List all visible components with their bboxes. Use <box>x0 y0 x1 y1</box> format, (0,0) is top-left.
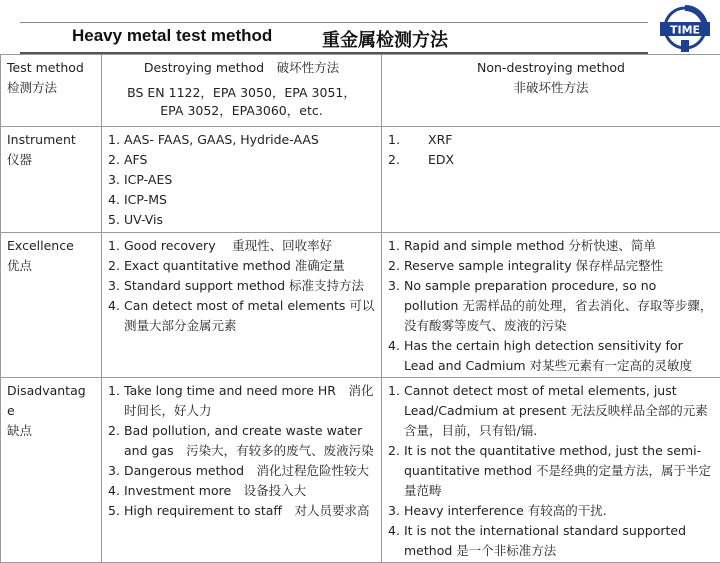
page-title-zh: 重金属检测方法 <box>322 26 448 52</box>
page-title-en: Heavy metal test method <box>72 26 272 46</box>
nondestroying-method-title-zh: 非破坏性方法 <box>388 78 714 98</box>
destroying-instrument-cell <box>102 127 382 233</box>
row-label-cell <box>1 378 102 563</box>
list-item: 4. ICP-MS <box>108 190 375 210</box>
row-label-zh: 仪器 <box>7 150 95 170</box>
list-item: 4. It is not the international standard supported method 是一个非标准方法 <box>388 521 714 561</box>
time-logo <box>654 5 716 55</box>
list-item: 4. Can detect most of metal elements 可以测量大部分金属元素 <box>108 296 375 336</box>
list-item: 1. AAS- FAAS, GAAS, Hydride-AAS <box>108 130 375 150</box>
list-item: 5. UV-Vis <box>108 210 375 230</box>
row-label-zh: 检测方法 <box>7 78 95 98</box>
row-label-en: Disadvantag <box>7 381 95 401</box>
row-label-cell <box>1 233 102 378</box>
list-item: 1. XRF <box>388 130 714 150</box>
logo-text: TIME <box>670 24 700 37</box>
row-label-en: Excellence <box>7 236 95 256</box>
list-item: 1. Take long time and need more HR 消化时间长，好人力 <box>108 381 375 421</box>
list-item: 3. ICP-AES <box>108 170 375 190</box>
list-item: 2. AFS <box>108 150 375 170</box>
comparison-table <box>0 54 720 563</box>
table-row-method <box>1 55 720 127</box>
destroying-method-title: Destroying method 破坏性方法 <box>108 58 375 78</box>
list-item: 2. Exact quantitative method 准确定量 <box>108 256 375 276</box>
list-item: 3. No sample preparation procedure, so no pollution 无需样品的前处理，省去消化、存取等步骤，没有酸雾等废气、废液的污染 <box>388 276 714 336</box>
nondestroying-excellence-list <box>388 236 714 376</box>
nondestroying-method-title: Non-destroying method <box>388 58 714 78</box>
row-label-en: Test method <box>7 58 95 78</box>
list-item: 1. Rapid and simple method 分析快速、简单 <box>388 236 714 256</box>
table-row-excellence <box>1 233 720 378</box>
list-item: 1. Good recovery 重现性、回收率好 <box>108 236 375 256</box>
row-label-en: Instrument <box>7 130 95 150</box>
row-label-cell <box>1 127 102 233</box>
nondestroying-excellence-cell <box>382 233 720 378</box>
title-rule-top <box>20 22 648 23</box>
destroying-excellence-cell <box>102 233 382 378</box>
nondestroying-instrument-cell <box>382 127 720 233</box>
list-item: 5. High requirement to staff 对人员要求高 <box>108 501 375 521</box>
row-label-en-cont: e <box>7 401 95 421</box>
destroying-standards-line-1: BS EN 1122，EPA 3050，EPA 3051， <box>108 84 375 102</box>
destroying-excellence-list <box>108 236 375 336</box>
destroying-instrument-list <box>108 130 375 230</box>
list-item: 3. Dangerous method 消化过程危险性较大 <box>108 461 375 481</box>
list-item: 4. Investment more 设备投入大 <box>108 481 375 501</box>
table-row-instrument <box>1 127 720 233</box>
list-item: 2. Bad pollution, and create waste water and gas 污染大，有较多的废气、废液污染 <box>108 421 375 461</box>
title-bar <box>0 0 720 56</box>
destroying-standards-line-2: EPA 3052，EPA3060，etc. <box>108 102 375 120</box>
row-label-zh: 缺点 <box>7 421 95 441</box>
nondestroying-disadvantage-list <box>388 381 714 561</box>
row-label-zh: 优点 <box>7 256 95 276</box>
list-item: 4. Has the certain high detection sensitivity for Lead and Cadmium 对某些元素有一定高的灵敏度 <box>388 336 714 376</box>
row-label-cell <box>1 55 102 127</box>
table-row-disadvantage <box>1 378 720 563</box>
destroying-disadvantage-cell <box>102 378 382 563</box>
nondestroying-disadvantage-cell <box>382 378 720 563</box>
destroying-method-cell <box>102 55 382 127</box>
list-item: 2. It is not the quantitative method, just the semi-quantitative method 不是经典的定量方法，属于半定量范畴 <box>388 441 714 501</box>
nondestroying-instrument-list <box>388 130 714 170</box>
list-item: 3. Heavy interference 有较高的干扰. <box>388 501 714 521</box>
destroying-disadvantage-list <box>108 381 375 521</box>
nondestroying-method-cell <box>382 55 720 127</box>
list-item: 2. EDX <box>388 150 714 170</box>
list-item: 3. Standard support method 标准支持方法 <box>108 276 375 296</box>
list-item: 1. Cannot detect most of metal elements, just Lead/Cadmium at present 无法反映样品全部的元素含量，目前，只有铅/镉. <box>388 381 714 441</box>
list-item: 2. Reserve sample integrality 保存样品完整性 <box>388 256 714 276</box>
